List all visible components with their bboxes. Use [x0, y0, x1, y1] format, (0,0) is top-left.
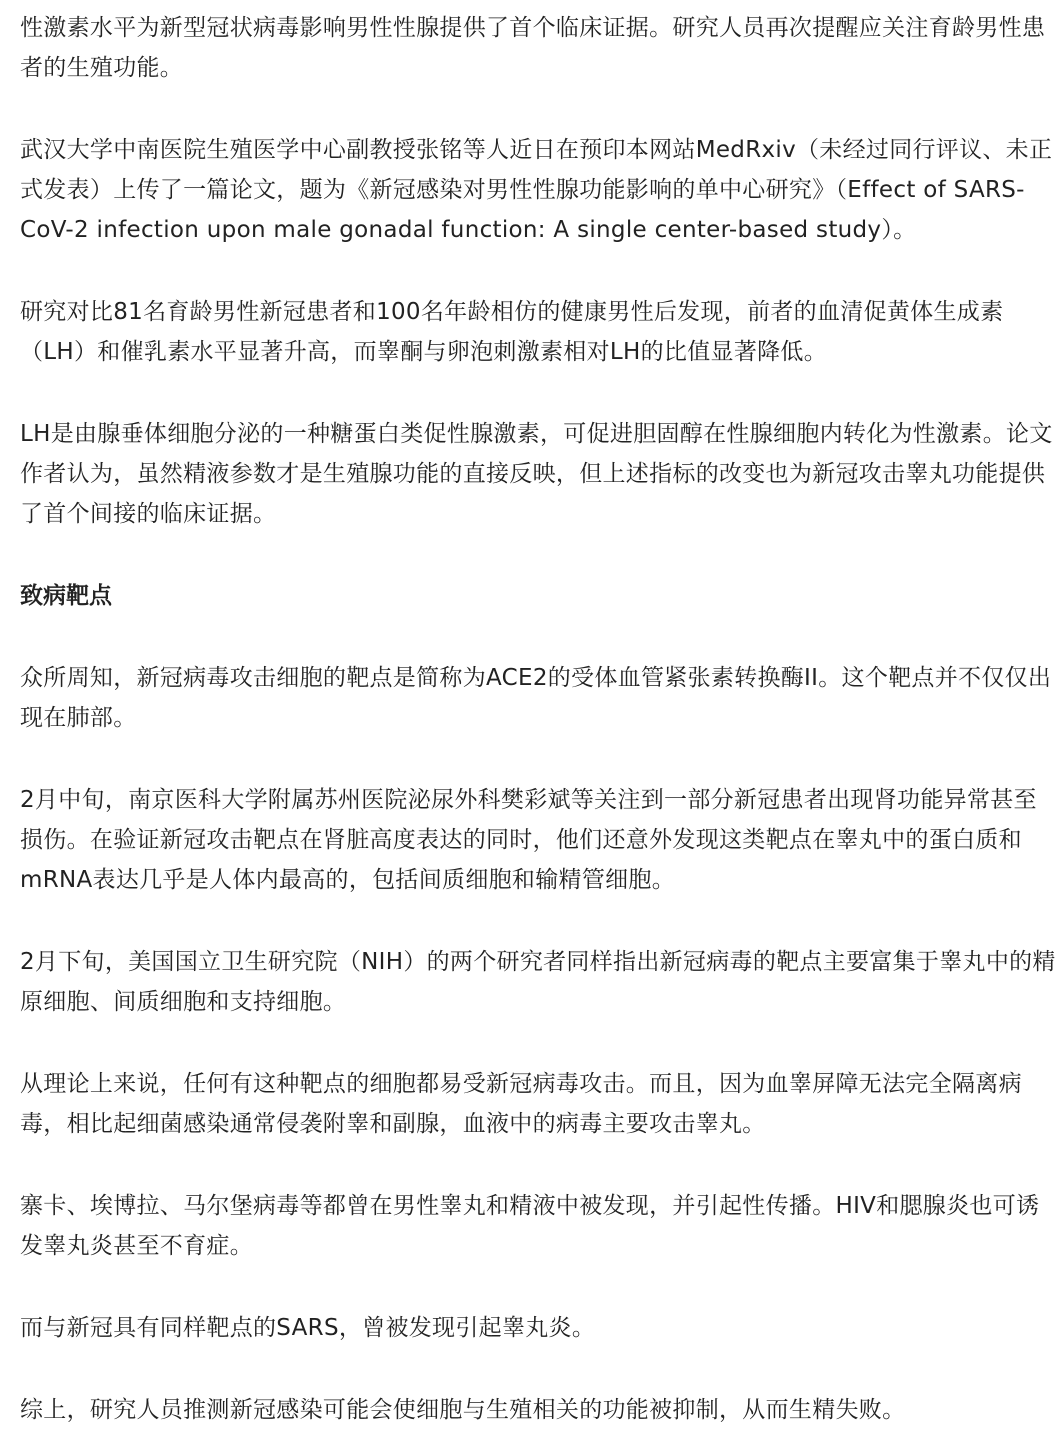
paragraph-ace2: 众所周知，新冠病毒攻击细胞的靶点是简称为ACE2的受体血管紧张素转换酶II。这个靶点并不仅仅出现在肺部。 [20, 665, 1052, 731]
section-heading: 致病靶点 [20, 583, 112, 609]
paragraph-conclusion: 综上，研究人员推测新冠感染可能会使细胞与生殖相关的功能被抑制，从而生精失败。 [20, 1397, 906, 1423]
paragraph-lh: LH是由腺垂体细胞分泌的一种糖蛋白类促性腺激素，可促进胆固醇在性腺细胞内转化为性激素。论文作者认为，虽然精液参数才是生殖腺功能的直接反映，但上述指标的改变也为新冠攻击睾丸功能提供了首个间接的临床证据。 [20, 421, 1053, 527]
paragraph-findings: 研究对比81名育龄男性新冠患者和100名年龄相仿的健康男性后发现，前者的血清促黄体生成素（LH）和催乳素水平显著升高，而睾酮与卵泡刺激素相对LH的比值显著降低。 [20, 299, 1004, 365]
paragraph-theory: 从理论上来说，任何有这种靶点的细胞都易受新冠病毒攻击。而且，因为血睾屏障无法完全隔离病毒，相比起细菌感染通常侵袭附睾和副腺，血液中的病毒主要攻击睾丸。 [20, 1071, 1022, 1137]
paragraph-nanjing: 2月中旬，南京医科大学附属苏州医院泌尿外科樊彩斌等关注到一部分新冠患者出现肾功能异常甚至损伤。在验证新冠攻击靶点在肾脏高度表达的同时，他们还意外发现这类靶点在睾丸中的蛋白质和mRNA表达几乎是人体内最高的，包括间质细胞和输精管细胞。 [20, 787, 1037, 893]
paragraph-sars: 而与新冠具有同样靶点的SARS，曾被发现引起睾丸炎。 [20, 1315, 596, 1341]
paragraph-paper: 武汉大学中南医院生殖医学中心副教授张铭等人近日在预印本网站MedRxiv（未经过同行评议、未正式发表）上传了一篇论文，题为《新冠感染对男性性腺功能影响的单中心研究》（Effect of SARS-CoV-2 infection upon male gonadal function: A single center-based study）。 [20, 137, 1053, 243]
paragraph-intro: 性激素水平为新型冠状病毒影响男性性腺提供了首个临床证据。研究人员再次提醒应关注育龄男性患者的生殖功能。 [20, 15, 1046, 81]
paragraph-nih: 2月下旬，美国国立卫生研究院（NIH）的两个研究者同样指出新冠病毒的靶点主要富集于睾丸中的精原细胞、间质细胞和支持细胞。 [20, 949, 1056, 1015]
paragraph-other-viruses: 寨卡、埃博拉、马尔堡病毒等都曾在男性睾丸和精液中被发现，并引起性传播。HIV和腮腺炎也可诱发睾丸炎甚至不育症。 [20, 1193, 1040, 1259]
